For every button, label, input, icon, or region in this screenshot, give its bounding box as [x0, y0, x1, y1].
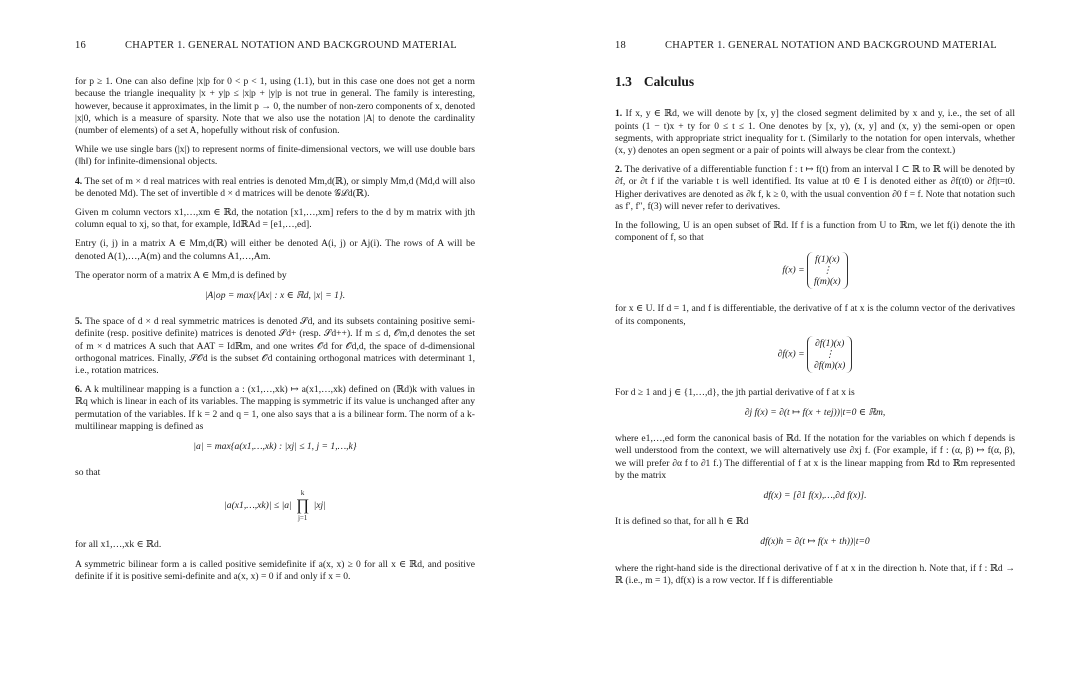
numbered-item [615, 108, 1015, 157]
section-number: 1.3 [615, 74, 632, 90]
paragraph: While we use single bars (|x|) to represent norms of finite-dimensional vectors, we will use double bars (‖h‖) for infinite-dimensional objects. [75, 144, 475, 168]
item-number: 4. [75, 175, 83, 187]
equation: ∂j f(x) = ∂(t ↦ f(x + tej))|t=0 ∈ ℝm, [744, 407, 886, 419]
chapter-title: CHAPTER 1. GENERAL NOTATION AND BACKGROUND MATERIAL [125, 40, 457, 51]
product-symbol: ∏ [296, 497, 310, 515]
paragraph: Given m column vectors x1,…,xm ∈ ℝd, the notation [x1,…,xm] refers to the d by m matrix with jth column equal to xj, so that, for example, IdℝAd = [e1,…,ed]. [75, 207, 475, 231]
page-number: 16 [75, 40, 86, 51]
product-operator [296, 489, 309, 523]
equation: df(x) = [∂1 f(x),…,∂d f(x)]. [763, 490, 867, 502]
paragraph: so that [75, 467, 101, 479]
paragraph: for p ≥ 1. One can also define |x|p for 0 < p < 1, using (1.1), but in this case one does not get a norm because the triangle inequality |x + y|p ≤ |x|p + |y|p is not true in general. The family is interesting, however, because it approximates, in the limit p → 0, the number of non-zero components of x, denoted |x|0, which is a measure of sparsity. Note that we also use the notation |A| to denote the cardinality (number of elements) of a set A, hopefully without risk of confusion. [75, 76, 475, 137]
equation-lhs: f(x) = [782, 265, 805, 277]
vector-equation [615, 336, 1015, 373]
product-upper-limit: k [300, 489, 305, 498]
section-title: Calculus [643, 74, 695, 90]
paragraph: It is defined so that, for all h ∈ ℝd [615, 516, 749, 528]
vector-entry: ∂f(1)(x) [815, 337, 845, 349]
column-vector [807, 252, 848, 289]
item-number: 5. [75, 316, 83, 328]
vector-ellipsis: ⋮ [824, 348, 835, 360]
left-page [75, 40, 475, 680]
paragraph: For d ≥ 1 and j ∈ {1,…,d}, the jth partial derivative of f at x is [615, 386, 855, 398]
equation [75, 489, 475, 523]
vector-ellipsis: ⋮ [822, 265, 833, 277]
column-vector [807, 336, 852, 373]
equation: df(x)h = ∂(t ↦ f(x + th))|t=0 [760, 536, 870, 548]
right-page [615, 40, 1015, 680]
item-text: A k multilinear mapping is a function a : (x1,…,xk) ↦ a(x1,…,xk) defined on (ℝd)k with values in ℝq which is linear in each of its variables. The mapping is symmetric if its value is unchanged after any permutation of the variables. If k = 2 and q = 1, one also says that a is a bilinear form. The norm of a k-multilinear mapping is defined as [75, 384, 475, 432]
numbered-item [75, 176, 475, 200]
paragraph: The operator norm of a matrix A ∈ Mm,d is defined by [75, 269, 287, 281]
section-heading [615, 76, 1015, 88]
running-head [615, 40, 1015, 52]
equation-part: |a(x1,…,xk)| ≤ |a| [224, 500, 292, 512]
item-text: The set of m × d real matrices with real entries is denoted Mm,d(ℝ), or simply Mm,d (Md,d will also be denoted Md). The set of invertible d × d matrices will be denote 𝒢ℒd(ℝ). [75, 175, 476, 199]
equation-lhs: ∂f(x) = [777, 348, 805, 360]
numbered-item [75, 316, 475, 377]
page-number: 18 [615, 40, 626, 51]
paragraph: for all x1,…,xk ∈ ℝd. [75, 539, 162, 551]
paragraph: where e1,…,ed form the canonical basis of ℝd. If the notation for the variables on which f depends is well understood from the context, we will alternatively use ∂xj f. (For example, if f : (α, β) ↦ f(α, β), we will prefer ∂α f to ∂1 f.) The differential of f at x is the linear mapping from ℝd to ℝm represented by the matrix [615, 433, 1015, 481]
chapter-title: CHAPTER 1. GENERAL NOTATION AND BACKGROUND MATERIAL [665, 40, 997, 51]
item-text: The space of d × d real symmetric matrices is denoted 𝒮d, and its subsets containing positive semi-definite (resp. positive definite) matrices is denoted 𝒮d+ (resp. 𝒮d++). If m ≤ d, 𝒪m,d denotes the set of m × d matrices A such that AAT = Idℝm, and one writes 𝒪d for 𝒪d,d, the space of d-dimensional orthogonal matrices. Finally, 𝒮𝒪d is the subset 𝒪d containing orthogonal matrices with determinant 1, i.e., rotation matrices. [75, 316, 475, 377]
equation-part: |xj| [313, 500, 326, 512]
item-text: If x, y ∈ ℝd, we will denote by [x, y] the closed segment delimited by x and y, i.e., the set of all points (1 − t)x + ty for 0 ≤ t ≤ 1. One denotes by [x, y), (x, y] and (x, y) the semi-open or open segments, with appropriate strict inequality for t. (Similarly to the notation for open intervals, whether (x, y) denotes an open segment or a pair of points will always be clear from the context.) [615, 108, 1015, 157]
equation: |a| = max{a(x1,…,xk) : |xj| ≤ 1, j = 1,…,k} [193, 441, 357, 453]
item-number: 2. [615, 164, 623, 176]
paragraph: In the following, U is an open subset of ℝd. If f is a function from U to ℝm, we let f(i) denote the ith component of f, so that [615, 220, 1015, 244]
paragraph: for x ∈ U. If d = 1, and f is differentiable, the derivative of f at x is the column vector of the derivatives of its components, [615, 303, 1015, 327]
equation: |A|op = max{|Ax| : x ∈ ℝd, |x| = 1}. [204, 290, 346, 302]
product-lower-limit: j=1 [297, 514, 308, 523]
running-head [75, 40, 475, 52]
numbered-item [75, 384, 475, 433]
paragraph: A symmetric bilinear form a is called positive semidefinite if a(x, x) ≥ 0 for all x ∈ ℝd, and positive definite if it is positive semi-definite and a(x, x) = 0 if and only if x = 0. [75, 558, 475, 582]
vector-entry: f(1)(x) [815, 254, 840, 266]
vector-entry: f(m)(x) [813, 276, 841, 288]
paragraph: where the right-hand side is the directional derivative of f at x in the direction h. Note that, if f : ℝd → ℝ (i.e., m = 1), df(x) is a row vector. If f is differentiable [615, 562, 1015, 586]
vector-entry: ∂f(m)(x) [813, 359, 846, 371]
paragraph: Entry (i, j) in a matrix A ∈ Mm,d(ℝ) will either be denoted A(i, j) or Aj(i). The rows of A will be denoted A(1),…,A(m) and the columns A1,…,Am. [75, 238, 475, 262]
vector-equation [615, 252, 1015, 289]
item-text: The derivative of a differentiable function f : t ↦ f(t) from an interval I ⊂ ℝ to ℝ will be denoted by ∂f, or ∂t f if the variable t is well identified. Its value at t0 ∈ I is denoted either as ∂f(t0) or ∂f|t=t0. Higher derivatives are denoted as ∂k f, k ≥ 0, with the usual convention ∂0 f = f. Note that notation such as f′, f″, f(3) will never refer to derivatives. [615, 164, 1015, 212]
item-number: 1. [615, 108, 623, 120]
item-number: 6. [75, 384, 83, 396]
numbered-item [615, 164, 1015, 213]
